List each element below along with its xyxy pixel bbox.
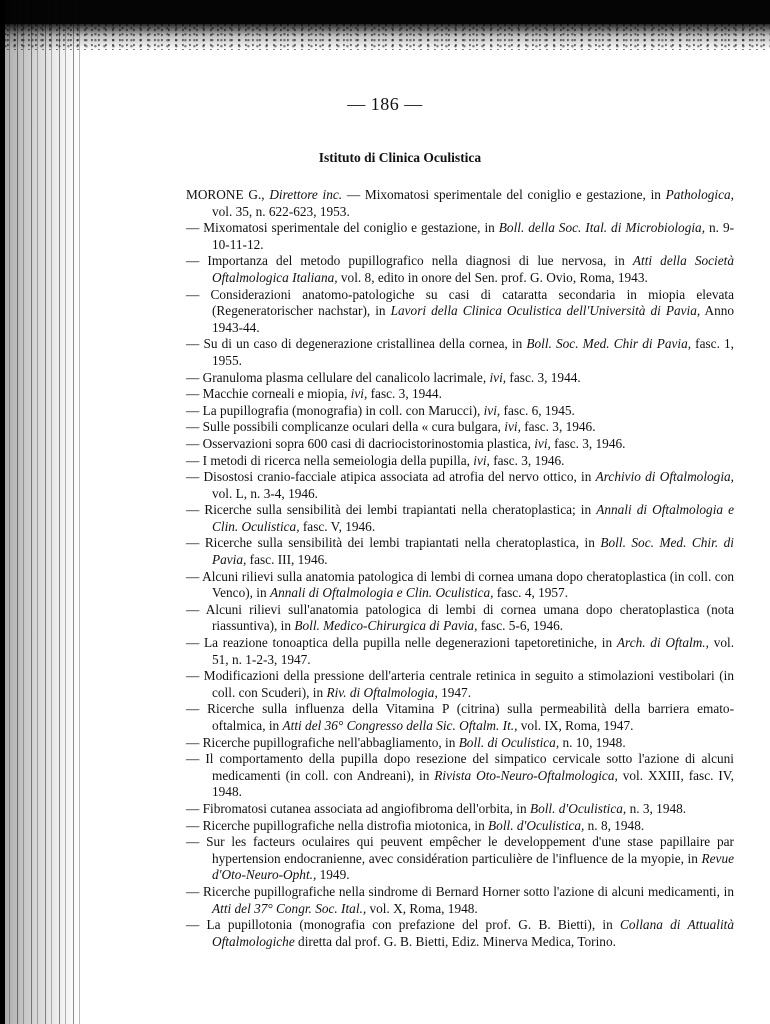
entry-dash: —	[186, 220, 204, 236]
bibliography-entry	[186, 419, 734, 436]
entry-text: Sur les facteurs oculaires qui peuvent empêcher le developpement d'une stase papillaire par hypertension endocranienne, avec considération particulière de l'influence de la myopie, in	[206, 834, 734, 866]
entry-text: vol. IX, Roma, 1947.	[517, 718, 634, 733]
entry-text: Ricerche pupillografiche nella distrofia miotonica, in	[202, 817, 489, 833]
bibliography-entry	[186, 187, 734, 220]
bibliography-entry	[186, 535, 734, 568]
entry-text: 1947.	[437, 684, 472, 700]
entry-dash: —	[186, 917, 207, 933]
entry-text: vol. XXIII, fasc. IV, 1948.	[212, 767, 734, 800]
entry-journal: ivi,	[483, 402, 501, 418]
entry-text: Ricerche pupillografiche nell'abbagliamento, in	[202, 734, 459, 750]
entry-text: Ricerche sulla influenza della Vitamina P (citrina) sulla permeabilità della barriera emato-oftalmica, in	[207, 701, 734, 733]
entry-text: diretta dal prof. G. B. Bietti, Ediz. Minerva Medica, Torino.	[294, 933, 616, 949]
entry-text: vol. 35, n. 622-623, 1953.	[212, 203, 350, 219]
entry-text: Il comportamento della pupilla dopo resezione del simpatico cervicale sotto l'azione di alcuni medicamenti (in coll. con Andreani), in	[205, 751, 734, 783]
bibliography-entry	[186, 287, 734, 337]
bibliography-entry	[186, 453, 734, 470]
entry-text: Osservazioni sopra 600 casi di dacriocistorinostomia plastica,	[202, 435, 535, 451]
entry-dash: —	[186, 469, 204, 485]
bibliography-entry	[186, 436, 734, 453]
entry-journal: Rivista Oto-Neuro-Oftalmologica,	[434, 767, 618, 783]
entry-journal: Annali di Oftalmologia e Clin. Oculistica,	[212, 502, 734, 534]
entry-text: Alcuni rilievi sulla anatomia patologica di lembi di cornea umana dopo cheratoplastica (in coll. con Venco), in	[202, 568, 734, 601]
entry-journal: Collana di Attualità Oftalmologiche	[212, 917, 734, 949]
bibliography-entry	[186, 602, 734, 635]
entry-dash: —	[186, 734, 203, 750]
entry-dash: —	[186, 286, 211, 302]
bibliography-entry	[186, 735, 734, 752]
entry-journal: Boll. Medico-Chirurgica di Pavia,	[294, 618, 478, 634]
entry-dash: —	[186, 336, 204, 352]
entry-text: Sulle possibili complicanze oculari della « cura bulgara,	[202, 419, 505, 435]
bibliography-entry	[186, 818, 734, 835]
bibliography-entry	[186, 668, 734, 701]
entry-journal: Boll. d'Oculistica,	[529, 800, 627, 816]
entry-journal: Annali di Oftalmologia e Clin. Oculistica,	[269, 585, 494, 601]
bibliography-entry	[186, 801, 734, 818]
entry-journal: ivi,	[473, 452, 490, 468]
entry-text: Ricerche pupillografiche nella sindrome di Bernard Horner sotto l'azione di alcuni medicamenti, in	[203, 883, 734, 899]
entry-text: fasc. 3, 1946.	[550, 435, 626, 451]
bibliography-entry	[186, 403, 734, 420]
bibliography-entry	[186, 569, 734, 602]
entry-text: n. 9-10-11-12.	[212, 220, 735, 252]
entry-text: vol. 51, n. 1-2-3, 1947.	[212, 635, 735, 667]
entry-dash: —	[186, 635, 205, 651]
bibliography-entry	[186, 701, 734, 734]
bibliography-entry	[186, 370, 734, 387]
entry-dash: —	[186, 452, 203, 468]
entry-text: fasc. 3, 1944.	[506, 369, 581, 385]
entry-text: I metodi di ricerca nella semeiologia della pupilla,	[202, 452, 474, 468]
entry-dash: —	[186, 751, 206, 767]
entry-text: fasc. 5-6, 1946.	[477, 618, 564, 634]
entry-journal: Pathologica,	[665, 187, 734, 202]
bibliography-entry	[186, 884, 734, 917]
entry-text: n. 8, 1948.	[584, 817, 645, 833]
entry-journal: ivi,	[504, 419, 521, 435]
entry-text: fasc. V, 1946.	[299, 518, 376, 534]
entry-text: n. 3, 1948.	[626, 800, 687, 816]
entry-journal: Boll. Soc. Med. Chir di Pavia,	[526, 336, 692, 352]
bibliography-entry	[186, 635, 734, 668]
entry-text: fasc. 1, 1955.	[212, 336, 735, 368]
entry-journal: Archivio di Oftalmologia,	[595, 469, 734, 485]
section-title: Istituto di Clinica Oculistica	[318, 150, 482, 165]
entry-text: Fibromatosi cutanea associata ad angiofibroma dell'orbita, in	[202, 800, 530, 816]
entry-text: Macchie corneali e miopia,	[202, 386, 351, 402]
entry-dash: —	[186, 386, 203, 402]
entry-text: La pupillografia (monografia) in coll. con Marucci),	[202, 402, 484, 418]
entry-text: Ricerche sulla sensibilità dei lembi trapiantati nella cheratoplastica, in	[204, 535, 601, 551]
entry-dash: —	[186, 369, 203, 385]
bibliography-entry	[186, 469, 734, 502]
entry-text: fasc. 6, 1945.	[500, 402, 575, 418]
entry-journal: Lavori della Clinica Oculistica dell'Università di Pavia,	[390, 303, 701, 319]
entry-text: Considerazioni anatomo-patologiche su casi di cataratta secondaria in miopia elevata (Regeneratorischer nachstar), in	[210, 286, 734, 319]
entry-dash: —	[186, 419, 203, 435]
entry-dash: —	[186, 568, 203, 584]
entry-dash: —	[186, 834, 207, 850]
entry-journal: ivi,	[350, 386, 368, 402]
entry-dash: —	[186, 402, 203, 418]
entry-text: Anno 1943-44.	[212, 303, 735, 335]
entry-journal: Boll. Soc. Med. Chir. di Pavia,	[212, 535, 734, 568]
entry-author: MORONE G.,	[186, 187, 270, 202]
entry-text: Su di un caso di degenerazione cristallinea della cornea, in	[203, 336, 527, 352]
bibliography-entry	[186, 502, 734, 535]
entry-text: Alcuni rilievi sull'anatomia patologica di lembi di cornea umana dopo cheratoplastica (nota riassuntiva), in	[205, 601, 735, 634]
entry-text: vol. L, n. 3-4, 1946.	[212, 485, 318, 501]
bibliography-entry	[186, 253, 734, 286]
entry-dash: —	[186, 502, 205, 518]
entry-text: — Mixomatosi sperimentale del coniglio e gestazione, in	[342, 187, 666, 202]
entry-dash: —	[186, 601, 206, 617]
scan-top-edge	[0, 0, 770, 24]
bibliography-entry	[186, 386, 734, 403]
entry-text: Modificazioni della pressione dell'arteria centrale retinica in seguito a stimolazioni vestibolari (in coll. con Scuderi), in	[203, 668, 734, 700]
entry-dash: —	[186, 253, 208, 269]
entry-journal: Atti della Società Oftalmologica Italiana,	[212, 253, 734, 285]
entry-text: n. 10, 1948.	[559, 734, 626, 750]
entry-text: fasc. III, 1946.	[246, 552, 328, 568]
entry-text: fasc. 3, 1946.	[489, 452, 565, 468]
entry-dash: —	[186, 800, 203, 816]
entry-text: Mixomatosi sperimentale del coniglio e gestazione, in	[203, 220, 499, 236]
entry-text: vol. X, Roma, 1948.	[366, 900, 478, 916]
bibliography-entry	[186, 917, 734, 950]
entry-journal: Boll. d'Oculistica,	[488, 817, 585, 833]
entry-journal: ivi,	[534, 435, 551, 451]
entry-text: 1949.	[316, 867, 350, 883]
entry-text: Granuloma plasma cellulare del canalicolo lacrimale,	[202, 369, 490, 385]
bibliography-entry	[186, 336, 734, 369]
bibliography-entry	[186, 834, 734, 884]
entry-dash: —	[186, 883, 204, 899]
entry-text: fasc. 4, 1957.	[493, 585, 569, 601]
bibliography-entry	[186, 220, 734, 253]
entry-text: Disostosi cranio-facciale atipica associata ad atrofia del nervo ottico, in	[203, 469, 596, 485]
entry-journal: Atti del 36° Congresso della Sic. Oftalm. It.,	[282, 718, 518, 733]
entry-journal: Boll. di Oculistica,	[458, 734, 560, 750]
entry-text: La pupillotonia (monografia con prefazione del prof. G. B. Bietti), in	[206, 917, 621, 933]
entry-dash: —	[186, 535, 205, 551]
entry-text: vol. 8, edito in onore del Sen. prof. G. Ovio, Roma, 1943.	[337, 269, 648, 285]
page-number: — 186 —	[347, 94, 423, 114]
entry-text: Importanza del metodo pupillografico nella diagnosi di lue nervosa, in	[207, 253, 633, 269]
scan-top-noise	[0, 24, 770, 50]
entry-journal: ivi,	[489, 369, 507, 385]
entry-dash: —	[186, 817, 203, 833]
entry-text: La reazione tonoaptica della pupilla nelle degenerazioni tapetoretiniche, in	[204, 635, 617, 651]
entry-dash: —	[186, 435, 203, 451]
bibliography-entry	[186, 751, 734, 801]
entry-journal: Revue d'Oto-Neuro-Opht.,	[212, 850, 734, 883]
entry-journal: Boll. della Soc. Ital. di Microbiologia,	[498, 220, 706, 236]
entry-journal: Atti del 37° Congr. Soc. Ital.,	[212, 900, 367, 916]
entry-text: fasc. 3, 1944.	[367, 386, 442, 402]
entry-text: fasc. 3, 1946.	[520, 419, 596, 435]
entry-author-role: Direttore inc.	[269, 187, 343, 202]
entry-dash: —	[186, 701, 208, 717]
entry-journal: Arch. di Oftalm.,	[616, 635, 709, 651]
entry-dash: —	[186, 668, 204, 684]
bibliography-list	[186, 187, 734, 950]
entry-journal: Riv. di Oftalmologia,	[326, 684, 438, 700]
entry-text: Ricerche sulla sensibilità dei lembi trapiantati nella cheratoplastica; in	[204, 502, 597, 518]
